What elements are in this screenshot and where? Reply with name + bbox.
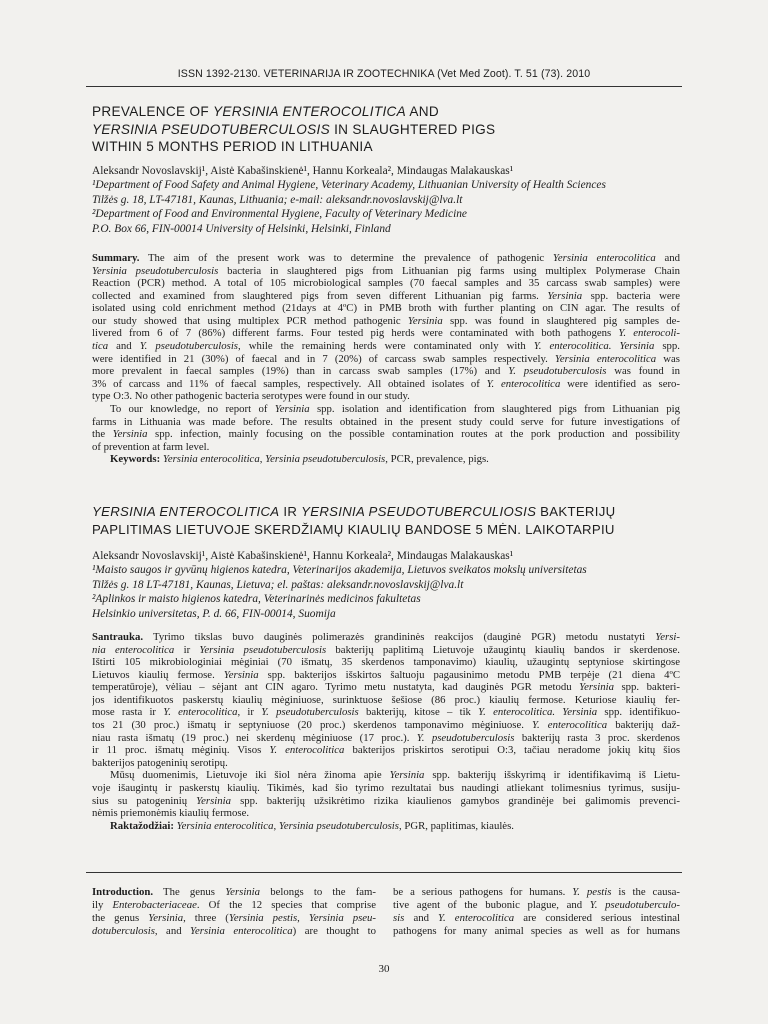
summary-en	[92, 252, 680, 466]
santrauka-line: voje išaugintų ir paskerstų kiaulių. Tikimės, kad šio tyrimo rezultatai bus naudingi atliekant tolimesnius tyrimus, susiju-	[92, 781, 680, 794]
summary-line: isolated using cold enrichment method (21days at 4ºC) in PMB broth with further planting on CIN agar. The results of	[92, 302, 680, 315]
intro-right-column	[393, 886, 680, 938]
keywords-lt: Raktažodžiai: Yersinia enterocolitica, Yersinia pseudotuberculosis, PGR, paplitimas, kiaulės.	[110, 819, 514, 832]
title-lt-line: YERSINIA ENTEROCOLITICA IR YERSINIA PSEUDOTUBERCULIOSIS BAKTERIJŲ	[92, 504, 616, 519]
address-en-2: P.O. Box 66, FIN-00014 University of Helsinki, Helsinki, Finland	[92, 222, 391, 235]
intro-line: dotuberculosis, and Yersinia enterocolitica) are thought to	[92, 924, 376, 937]
affiliation-en-2: ²Department of Food and Environmental Hygiene, Faculty of Veterinary Medicine	[92, 208, 467, 221]
summary-line: farms in Lithuania was made before. The results obtained in the present study could serve for future investigations of	[92, 415, 680, 428]
summary-line: type O:3. No other pathogenic bacteria serotypes were found in our study.	[92, 390, 410, 403]
author-list-en: Aleksandr Novoslavskij¹, Aistė Kabašinskienė¹, Hannu Korkeala², Mindaugas Malakauskas¹	[92, 165, 514, 177]
header-rule	[86, 86, 682, 87]
summary-line: 3% of carcass and 11% of faecal samples, respectively. All obtained isolates of Y. enterocolitica were identified as sero-	[92, 377, 680, 390]
santrauka-line: bakterijos patogeninių serotipų.	[92, 756, 228, 769]
summary-line: Reaction (PCR) method. A total of 105 microbiological samples (70 faecal samples and 35 carcass swab samples) were	[92, 277, 680, 290]
title-en	[92, 103, 682, 156]
title-lt	[92, 503, 682, 538]
santrauka-line: temperatūroje), vėliau – sėjant ant CIN agaro. Tyrimo metu nustatyta, kad dauginės PGR metodu Yersinia spp. bakteri-	[92, 681, 680, 694]
intro-line: pathogens for many animal species as well as for humans	[393, 924, 680, 937]
santrauka-line: Santrauka. Tyrimo tikslas buvo dauginės polimerazės grandininės reakcijos (dauginė PGR) metodu nustatyti Yersi-	[92, 631, 680, 643]
page-number: 30	[378, 963, 390, 975]
summary-line: of prevention at farm level.	[92, 440, 210, 453]
summary-line: To our knowledge, no report of Yersinia spp. isolation and identification from slaughtered pigs from Lithuanian pig	[110, 402, 680, 415]
santrauka-line: sius su patogeninių Yersinia spp. bakterijų užsikrėtimo rizika kiaulienos gamybos grandinėje bei galimomis prevenci-	[92, 794, 680, 807]
intro-left-column	[92, 886, 376, 938]
santrauka-line: nia enterocolitica ir Yersinia pseudotuberculosis bakterijų paplitimą Lietuvoje užaugintų kiaulių bandos ir skerdenose.	[92, 643, 680, 656]
santrauka-line: nėmis priemonėmis kiaulių fermose.	[92, 807, 250, 820]
section-rule	[86, 872, 682, 873]
santrauka-line: ir 11 proc. išmatų mėginių. Visos Y. enterocolitica bakterijos priskirtos serotipui O:3, tačiau neradome jokių kitų šios	[92, 744, 680, 757]
address-lt-2: Helsinkio universitetas, P. d. 66, FIN-00014, Suomija	[92, 607, 336, 620]
intro-line: the genus Yersinia, three (Yersinia pestis, Yersinia pseu-	[92, 911, 376, 924]
santrauka-line: Mūsų duomenimis, Lietuvoje iki šiol nėra žinoma apie Yersinia spp. bakterijų išskyrimą ir identifikavimą iš Lietu-	[110, 769, 680, 782]
affiliation-en-1: ¹Department of Food Safety and Animal Hygiene, Veterinary Academy, Lithuanian University of Health Sciences	[92, 179, 606, 192]
intro-line: sis and Y. enterocolitica are considered serious intestinal	[393, 911, 680, 924]
summary-line: Yersinia pseudotuberculosis bacteria in slaughtered pigs from Lithuanian pig farms using multiplex Polymerase Chain	[92, 264, 680, 277]
title-en-line: PREVALENCE OF YERSINIA ENTEROCOLITICA AND	[92, 104, 439, 119]
address-lt-1: Tilžės g. 18 LT-47181, Kaunas, Lietuva; el. paštas: aleksandr.novoslavskij@lva.lt	[92, 578, 464, 591]
affiliation-lt-2: ²Aplinkos ir maisto higienos katedra, Veterinarinės medicinos fakultetas	[92, 593, 421, 606]
summary-line: Summary. The aim of the present work was to determine the prevalence of pathogenic Yersinia enterocolitica and	[92, 252, 680, 264]
title-lt-line: PAPLITIMAS LIETUVOJE SKERDŽIAMŲ KIAULIŲ BANDOSE 5 MĖN. LAIKOTARPIU	[92, 521, 615, 537]
summary-line: livered from 6 of 7 (86%) different farms. Four tested pig herds were contaminated with both pathogens Y. enterocoli-	[92, 327, 680, 340]
santrauka-line: tos 21 (30 proc.) išmatų ir septyniuose (20 proc.) skerdenos tamponavimo mėginiuose. Y. enterocolitica bakterijų daž-	[92, 719, 680, 732]
title-en-line: YERSINIA PSEUDOTUBERCULOSIS IN SLAUGHTERED PIGS	[92, 121, 496, 137]
author-list-lt: Aleksandr Novoslavskij¹, Aistė Kabašinskienė¹, Hannu Korkeala², Mindaugas Malakauskas¹	[92, 550, 514, 562]
summary-line: collected and examined from slaughtered pigs from seven different Lithuanian pig farms. Yersinia spp. bacteria were	[92, 289, 680, 302]
santrauka-line: niau rasta išmatų (19 proc.) nei skerdenų mėginiuose (17 proc.). Y. pseudotuberculosis bakterijų rasta 3 proc. skerdenos	[92, 731, 680, 744]
authors-en	[92, 164, 682, 236]
authors-lt	[92, 549, 682, 621]
santrauka-line: Ištirti 105 mikrobiologiniai mėginiai (70 išmatų, 35 skerdenos tamponavimo) kiaulių, užaugintų septyniose skirtingose	[92, 656, 680, 669]
title-en-line: WITHIN 5 MONTHS PERIOD IN LITHUANIA	[92, 139, 373, 154]
santrauka-line: Lietuvos kiaulių fermose. Yersinia spp. bakterijos išskirtos šaltuoju pagausinimo metodu PMB terpėje (21 diena 4ºC	[92, 668, 680, 681]
intro-line: be a serious pathogens for humans. Y. pestis is the causa-	[393, 886, 680, 898]
address-en-1: Tilžės g. 18, LT-47181, Kaunas, Lithuania; e-mail: aleksandr.novoslavskij@lva.lt	[92, 193, 463, 206]
intro-line: ily Enterobacteriaceae. Of the 12 species that comprise	[92, 898, 376, 911]
summary-line: more prevalent in faecal samples (19%) than in carcass swab samples (17%) and Y. pseudotuberculosis was found in	[92, 365, 680, 378]
running-header: ISSN 1392-2130. VETERINARIJA IR ZOOTECHNIKA (Vet Med Zoot). T. 51 (73). 2010	[177, 68, 591, 80]
intro-line: tive agent of the bubonic plague, and Y. pseudotuberculo-	[393, 898, 680, 911]
summary-line: our study showed that using multiplex PCR method pathogenic Yersinia spp. was found in slaughtered pig samples de-	[92, 314, 680, 327]
santrauka-line: mose rasta ir Y. enterocolitica, ir Y. pseudotuberculosis bakterijų, kitose – tik Y. enterocolitica. Yersinia spp. identifikuo-	[92, 706, 680, 719]
santrauka-lt	[92, 631, 680, 832]
affiliation-lt-1: ¹Maisto saugos ir gyvūnų higienos katedra, Veterinarijos akademija, Lietuvos sveikatos mokslų universitetas	[92, 564, 587, 577]
santrauka-line: jos identifikuotos paskerstų kiaulių mėginiuose, surinktuose šešiose (86 proc.) kiaulių fermose. Keturiose kiaulių fer-	[92, 693, 680, 706]
summary-line: were identified in 21 (30%) of faecal and in 7 (20%) of carcass swab samples respectively. Yersinia enterocolitica was	[92, 352, 680, 365]
summary-line: the Yersinia spp. infection, mainly focusing on the possible contamination routes at the pork production and possibility	[92, 428, 680, 441]
keywords-en: Keywords: Yersinia enterocolitica, Yersinia pseudotuberculosis, PCR, prevalence, pigs.	[110, 453, 489, 466]
intro-line: Introduction. The genus Yersinia belongs to the fam-	[92, 886, 376, 898]
summary-line: tica and Y. pseudotuberculosis, while the remaining herds were contaminated only with Y. enterocolitica. Yersinia spp.	[92, 340, 680, 353]
